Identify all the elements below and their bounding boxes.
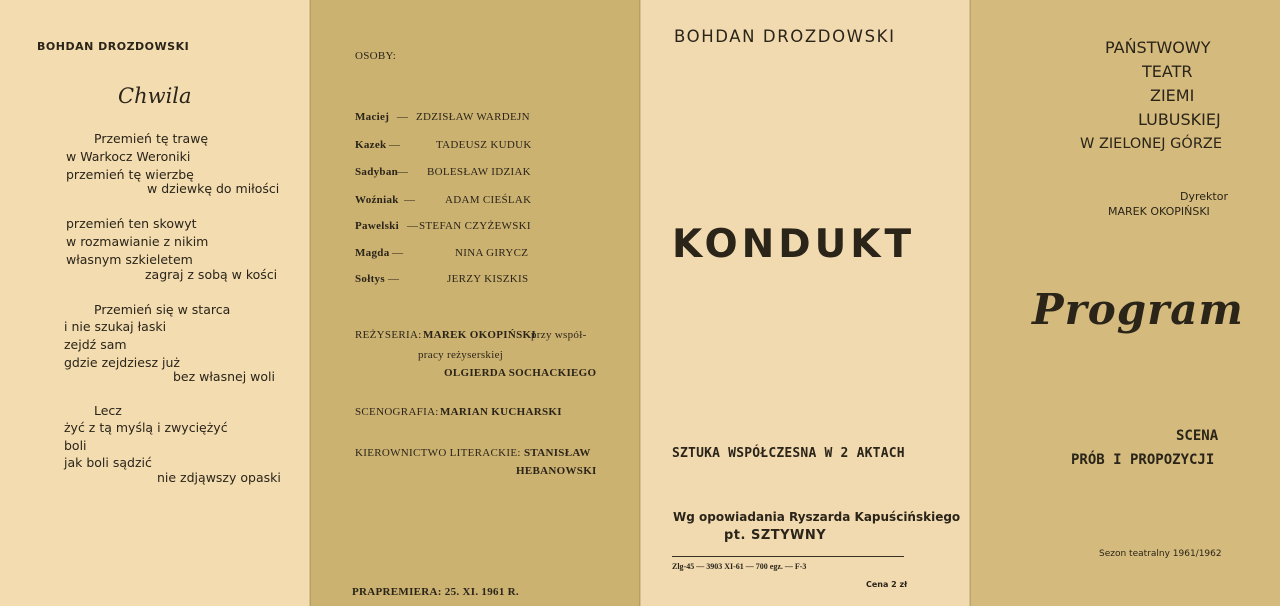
cast-separator: —	[407, 220, 419, 232]
cast-separator: —	[397, 111, 409, 123]
director-name: MAREK OKOPIŃSKI	[1108, 205, 1210, 218]
panel-cast	[310, 0, 640, 606]
cover-based-on: Wg opowiadania Ryszarda Kapuścińskiego	[673, 510, 961, 524]
poem-line: przemień tę wierzbę	[66, 167, 194, 182]
poem-line: zagraj z sobą w kości	[145, 267, 278, 282]
theatre-name-line: PAŃSTWOWY	[1105, 38, 1211, 57]
season: Sezon teatralny 1961/1962	[1099, 549, 1222, 559]
fold-line	[309, 0, 311, 606]
cast-actor: JERZY KISZKIS	[447, 273, 529, 285]
poem-line: i nie szukaj łaski	[64, 319, 167, 334]
cast-role: Maciej	[355, 111, 390, 123]
direction-suffix: przy współ-	[531, 329, 587, 341]
direction-line2: pracy reżyserskiej	[418, 349, 504, 361]
theatre-city: W ZIELONEJ GÓRZE	[1080, 136, 1223, 152]
poem-line: w rozmawianie z nikim	[66, 234, 209, 249]
direction-label: REŻYSERIA:	[355, 329, 422, 341]
theatre-name-line: TEATR	[1142, 62, 1193, 81]
poem-line: w dziewkę do miłości	[147, 181, 280, 196]
cast-separator: —	[392, 247, 404, 259]
print-info: Zlg-45 — 3903 XI-61 — 700 egz. — F-3	[672, 562, 807, 571]
direction-cowork: OLGIERDA SOCHACKIEGO	[444, 367, 597, 379]
stage-name: PRÓB I PROPOZYCJI	[1071, 452, 1215, 468]
cast-role: Pawelski	[355, 220, 399, 232]
poem-line: Przemień tę trawę	[94, 131, 209, 146]
theatre-name-line: ZIEMI	[1150, 86, 1195, 105]
cast-role: Kazek	[355, 139, 387, 151]
fold-line	[969, 0, 971, 606]
cast-separator: —	[397, 166, 409, 178]
cast-role: Sadyban	[355, 166, 399, 178]
cast-heading: OSOBY:	[355, 50, 397, 62]
divider	[672, 556, 904, 557]
cast-actor: ZDZISŁAW WARDEJN	[416, 111, 530, 123]
cast-actor: TADEUSZ KUDUK	[436, 139, 532, 151]
poem-title: Chwila	[118, 84, 192, 108]
cover-based-title: pt. SZTYWNY	[724, 528, 827, 543]
cast-role: Sołtys	[355, 273, 385, 285]
poem-line: w Warkocz Weroniki	[66, 149, 191, 164]
poem-line: bez własnej woli	[173, 369, 275, 384]
cover-author: BOHDAN DROZDOWSKI	[674, 27, 896, 46]
cast-role: Woźniak	[355, 194, 399, 206]
scenography-name: MARIAN KUCHARSKI	[440, 406, 562, 418]
stage-name: SCENA	[1176, 428, 1219, 444]
cast-separator: —	[404, 194, 416, 206]
cast-separator: —	[389, 139, 401, 151]
cast-actor: NINA GIRYCZ	[455, 247, 529, 259]
direction-name: MAREK OKOPIŃSKI	[423, 329, 536, 341]
poem-line: Lecz	[94, 403, 122, 418]
poem-line: jak boli sądzić	[64, 455, 152, 470]
price: Cena 2 zł	[866, 580, 908, 589]
literary-label: KIEROWNICTWO LITERACKIE:	[355, 447, 521, 459]
scenography-label: SCENOGRAFIA:	[355, 406, 439, 418]
premiere-date: PRAPREMIERA: 25. XI. 1961 R.	[352, 586, 519, 598]
cast-actor: ADAM CIEŚLAK	[445, 194, 532, 206]
literary-name: STANISŁAW	[524, 447, 591, 459]
cast-separator: —	[388, 273, 400, 285]
poem-line: Przemień się w starca	[94, 302, 231, 317]
cast-actor: BOLESŁAW IDZIAK	[427, 166, 531, 178]
cast-actor: STEFAN CZYŻEWSKI	[419, 220, 531, 232]
cover-subtitle: SZTUKA WSPÓŁCZESNA W 2 AKTACH	[672, 446, 905, 461]
poem-line: przemień ten skowyt	[66, 216, 197, 231]
poem-line: zejdź sam	[64, 337, 127, 352]
program-heading: Program	[1032, 285, 1244, 334]
theatre-name-line: LUBUSKIEJ	[1138, 110, 1221, 129]
poem-author: BOHDAN DROZDOWSKI	[37, 40, 190, 53]
poem-line: żyć z tą myślą i zwyciężyć	[64, 420, 228, 435]
poem-line: boli	[64, 438, 87, 453]
poem-line: własnym szkieletem	[66, 252, 193, 267]
poem-line: nie zdjąwszy opaski	[157, 470, 281, 485]
cast-role: Magda	[355, 247, 390, 259]
poem-line: gdzie zejdziesz już	[64, 355, 180, 370]
director-label: Dyrektor	[1180, 190, 1228, 203]
cover-title: KONDUKT	[672, 222, 916, 267]
literary-name: HEBANOWSKI	[516, 465, 597, 477]
fold-line	[639, 0, 641, 606]
